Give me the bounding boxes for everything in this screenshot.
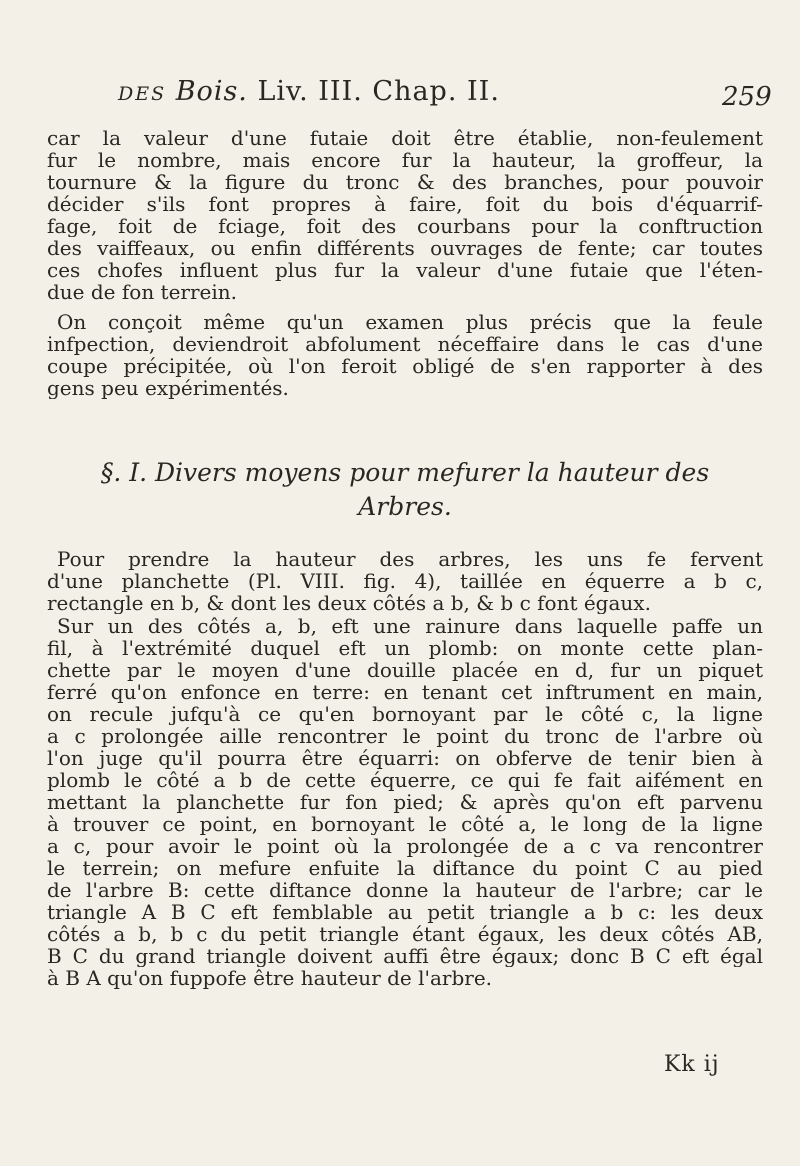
text-line: triangle A B C eft femblable au petit triangle a b c: les deux: [47, 901, 763, 923]
text-line: fil, à l'extrémité duquel eft un plomb: on monte cette plan-: [47, 637, 763, 659]
section-heading: [47, 456, 763, 524]
running-title-chapter: Liv. III. Chap. II.: [247, 76, 500, 107]
paragraph-inspection: [47, 311, 763, 399]
text-line: l'on juge qu'il pourra être équarri: on obferve de tenir bien à: [47, 747, 763, 769]
text-line: des vaiffeaux, ou enfin différents ouvrages de fente; car toutes: [47, 237, 763, 259]
signature-mark: Kk ij: [664, 1052, 720, 1077]
running-header: [0, 72, 800, 122]
section-heading-line: Arbres.: [358, 492, 452, 521]
text-line: car la valeur d'une futaie doit être établie, non-feulement: [47, 127, 763, 149]
text-line: a c, pour avoir le point où la prolongée de a c va rencontrer: [47, 835, 763, 857]
text-line: coupe précipitée, où l'on feroit obligé de s'en rapporter à des: [47, 355, 763, 377]
text-line: ces chofes influent plus fur la valeur d'une futaie que l'éten-: [47, 259, 763, 281]
text-line: Pour prendre la hauteur des arbres, les uns fe fervent: [57, 548, 763, 570]
text-line: chette par le moyen d'une douille placée en d, fur un piquet: [47, 659, 763, 681]
text-line: d'une planchette (Pl. VIII. fig. 4), taillée en équerre a b c,: [47, 570, 763, 592]
text-line: à B A qu'on fuppofe être hauteur de l'arbre.: [47, 967, 493, 989]
text-line: due de fon terrein.: [47, 281, 238, 303]
page-number: 259: [722, 82, 772, 112]
text-line: a c prolongée aille rencontrer le point du tronc de l'arbre où: [47, 725, 763, 747]
text-line: fage, foit de fciage, foit des courbans pour la conftruction: [47, 215, 763, 237]
paragraph-planchette: [47, 548, 763, 614]
text-line: Sur un des côtés a, b, eft une rainure dans laquelle paffe un: [57, 615, 763, 637]
text-line: côtés a b, b c du petit triangle étant égaux, les deux côtés AB,: [47, 923, 763, 945]
text-line: ferré qu'on enfonce en terre: en tenant cet inftrument en main,: [47, 681, 763, 703]
text-line: on recule jufqu'à ce qu'en bornoyant par le côté c, la ligne: [47, 703, 763, 725]
text-line: décider s'ils font propres à faire, foit du bois d'équarrif-: [47, 193, 763, 215]
text-line: le terrein; on mefure enfuite la diftance du point C au pied: [47, 857, 763, 879]
text-line: plomb le côté a b de cette équerre, ce qui fe fait aifément en: [47, 769, 763, 791]
text-line: B C du grand triangle doivent auffi être égaux; donc B C eft égal: [47, 945, 763, 967]
text-line: gens peu expérimentés.: [47, 377, 289, 399]
text-line: fur le nombre, mais encore fur la hauteur, la groffeur, la: [47, 149, 763, 171]
running-title-bois: Bois.: [175, 76, 248, 107]
text-line: infpection, deviendroit abfolument néceffaire dans le cas d'une: [47, 333, 763, 355]
paragraph-method: [47, 615, 763, 989]
text-line: rectangle en b, & dont les deux côtés a b, & b c font égaux.: [47, 592, 651, 614]
section-heading-line: §. I. Divers moyens pour mefurer la hauteur des: [100, 458, 710, 487]
text-line: mettant la planchette fur fon pied; & après qu'on eft parvenu: [47, 791, 763, 813]
running-title: [118, 76, 500, 107]
paragraph-value-of-timber: [47, 127, 763, 303]
text-line: On conçoit même qu'un examen plus précis que la feule: [57, 311, 763, 333]
text-line: à trouver ce point, en bornoyant le côté a, le long de la ligne: [47, 813, 763, 835]
text-line: tournure & la figure du tronc & des branches, pour pouvoir: [47, 171, 763, 193]
text-line: de l'arbre B: cette diftance donne la hauteur de l'arbre; car le: [47, 879, 763, 901]
running-title-des: DES: [118, 83, 167, 105]
